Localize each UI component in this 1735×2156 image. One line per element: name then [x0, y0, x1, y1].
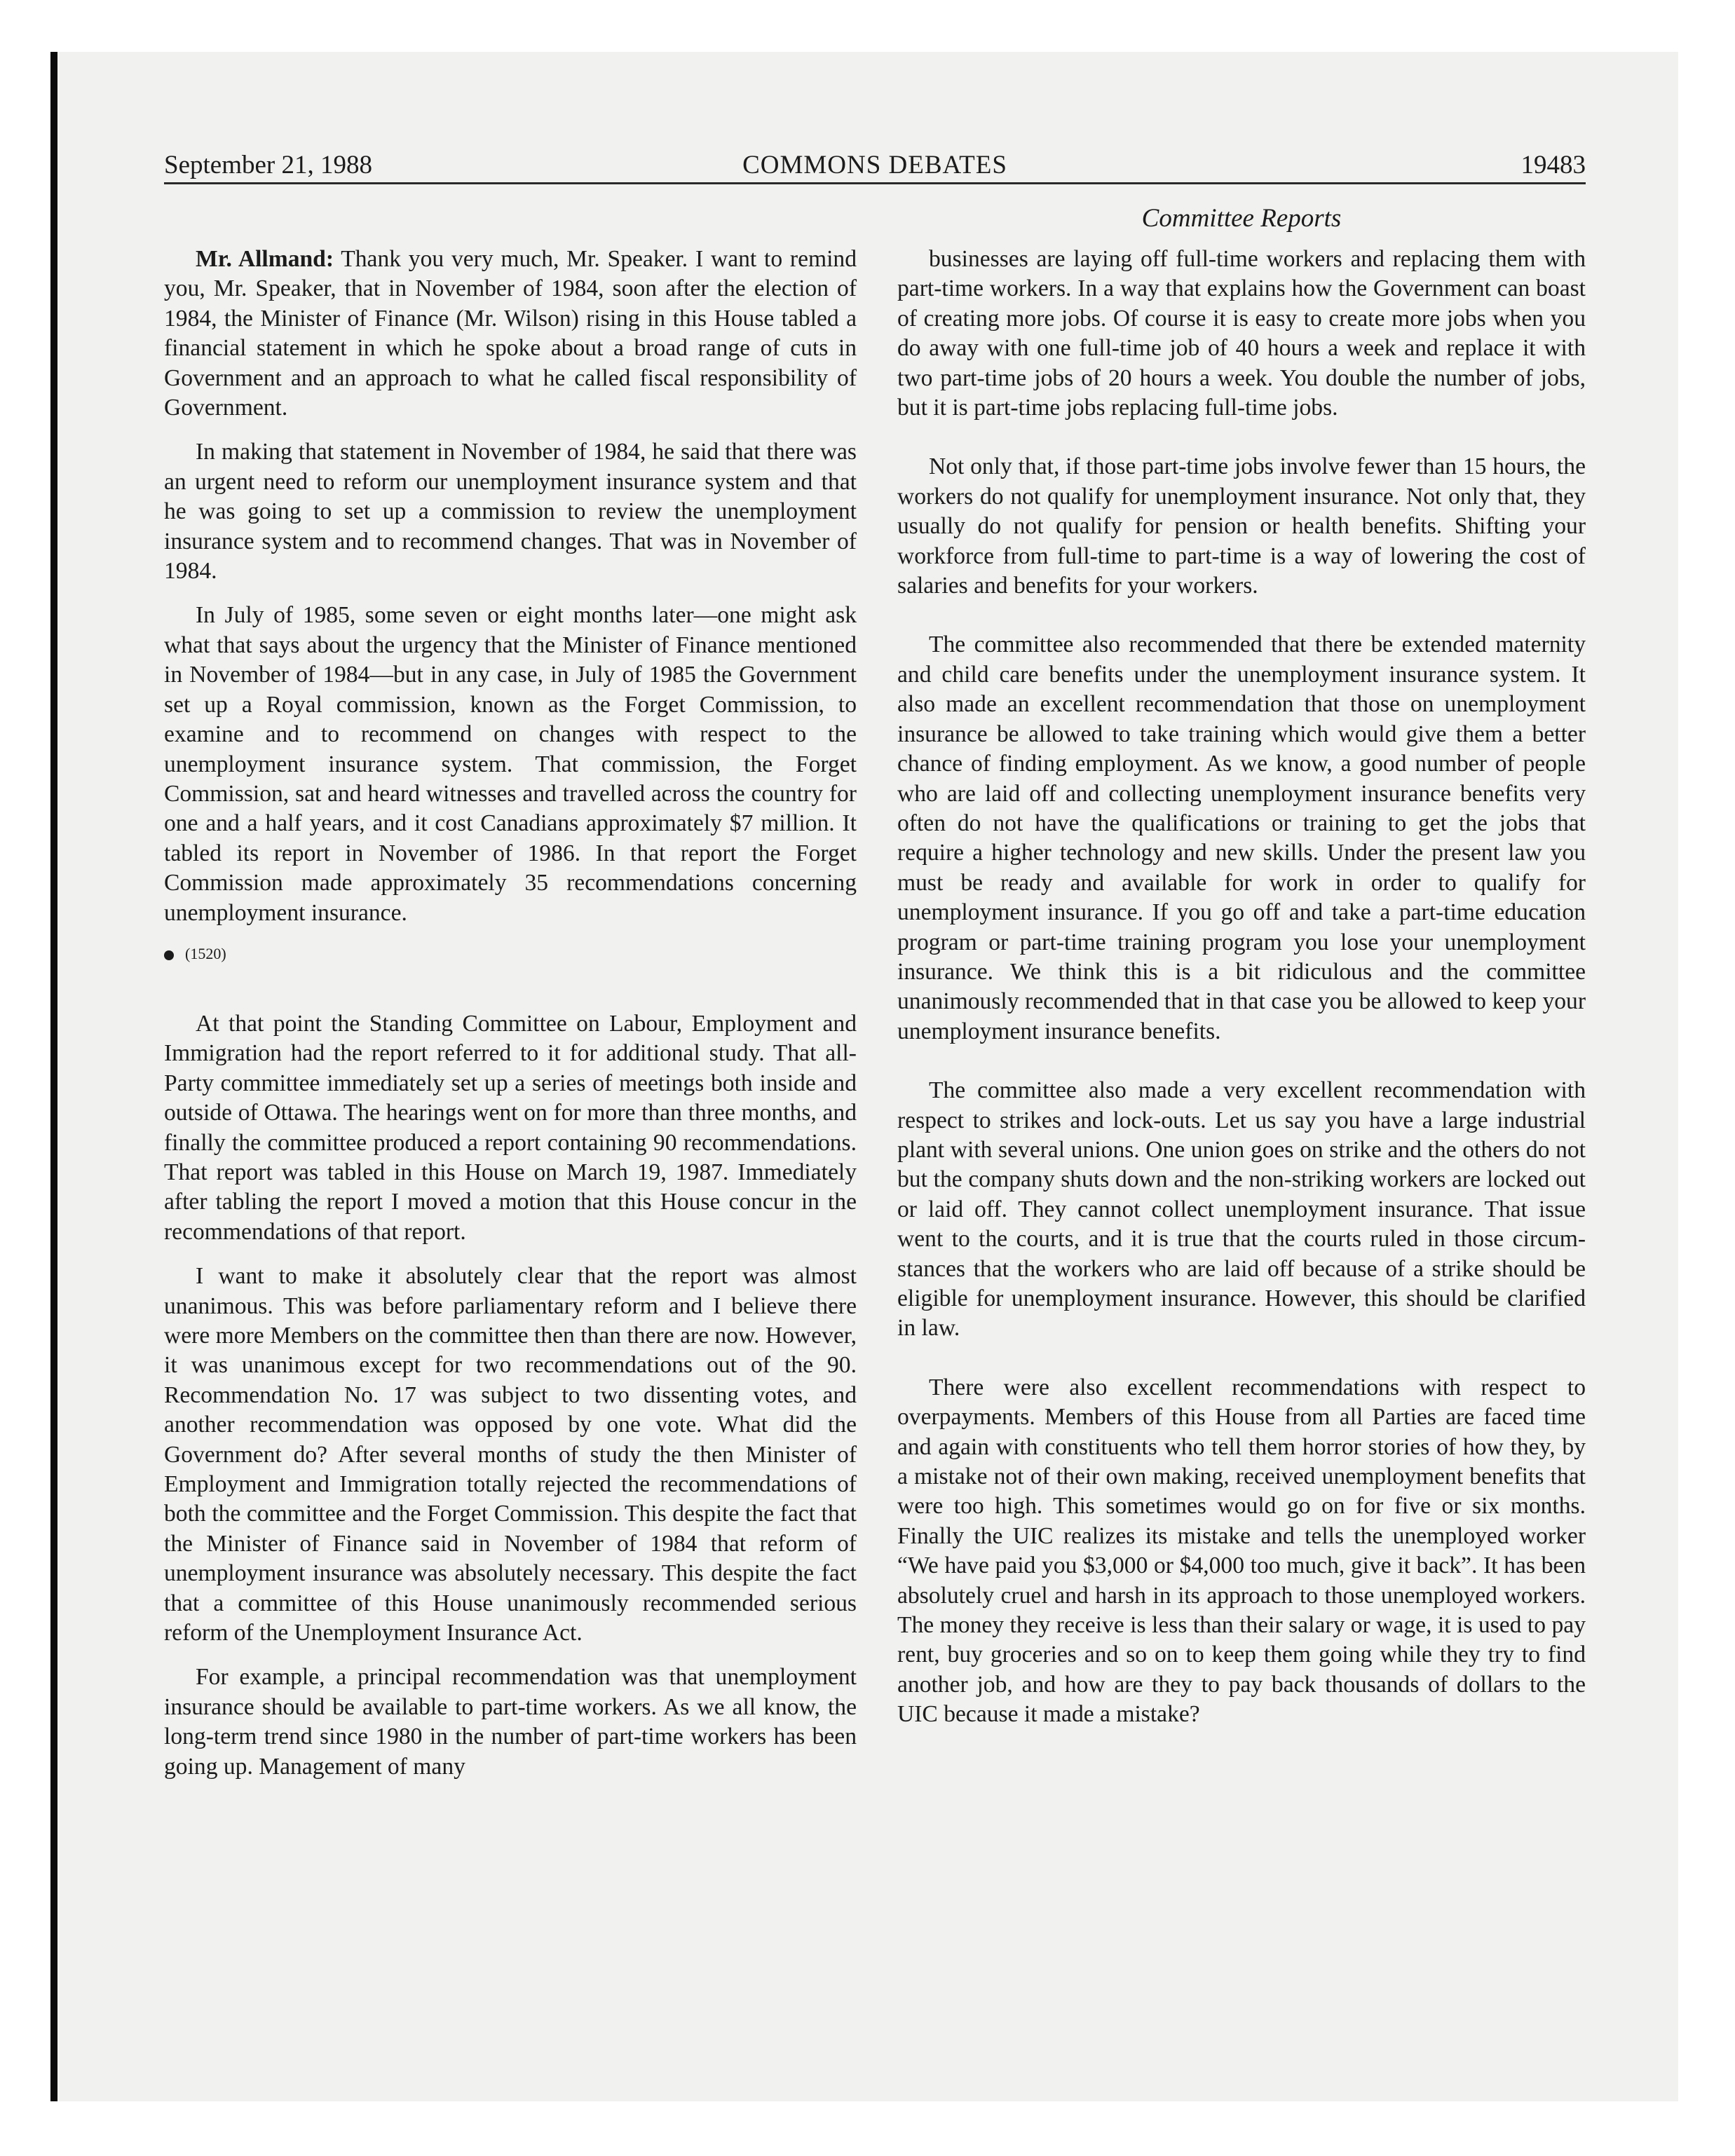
header-page-number: 19483 [1520, 151, 1586, 179]
scan-edge [50, 52, 57, 2101]
paragraph: In making that statement in November of 1984, he said that there was an urgent need to reform our unemployment insurance system and that he was going to set up a commission to review the unemployment insurance system and to recommend changes. That was in November of 1984. [164, 439, 857, 585]
time-marker-text: (1520) [185, 944, 226, 962]
page-header [164, 147, 1586, 184]
paragraph [164, 245, 857, 423]
paragraph: businesses are laying off full-time workers and replacing them with part-time workers. In a way that explains how the Government can boast of creating more jobs. Of course it is easy to create more jobs when you do away with one full-time job of 40 hours a week and replace it with two part-time jobs of 20 hours a week. You double the number of jobs, but it is part-time jobs replacing full-time jobs. [897, 246, 1586, 421]
paragraph: I want to make it absolutely clear that the report was almost unanimous. This was before parliamentary reform and I believe there were more Members on the committee then than there are now. However, it was unanimous except for two recommendations out of the 90. Recommendation No. 17 was subject to two dissenting votes, and another recommendation was opposed by one vote. What did the Government do? After several months of study the then Minister of Employment and Immigration totally rejected the recommendations of both the committee and the Forget Commission. This despite the fact that the Minister of Finance said in November of 1984 that reform of unemployment insurance was absolutely necessary. This despite the fact that a committee of this House unanimously recommended serious reform of the Unemployment Insurance Act. [164, 1263, 857, 1646]
paragraph: For example, a principal recommendation was that unemployment insurance should be available to part-time workers. As we all know, the long-term trend since 1980 in the number of part-time workers has been going up. Management of many [164, 1664, 857, 1780]
paragraph: The committee also made a very excellent recommendation with respect to strikes and lock-outs. Let us say you have a large industrial plant with several unions. One union goes on strike and the others do not but the company shuts down and the non-striking workers are locked out or laid off. They cannot collect unemployment insurance. That issue went to the courts, and it is true that the courts ruled in those circumstances that the workers who are laid off because of a strike should be eligible for unemployment insurance. However, this should be clarified in law. [897, 1077, 1586, 1342]
paragraph: Not only that, if those part-time jobs involve fewer than 15 hours, the workers do not qualify for unemployment insurance. Not only that, they usually do not qualify for pension or health benefits. Shifting your workforce from full-time to part-time is a way of lowering the cost of salaries and benefits for your workers. [897, 453, 1586, 599]
section-label: Committee Reports [1141, 204, 1342, 233]
paragraph: The committee also recommended that there be extended maternity and child care benefits under the unemployment insurance system. It also made an excellent recommendation that those on unemployment insurance be allowed to take training which would give them a better chance of finding employment. As we know, a good number of people who are laid off and collecting unemployment insurance benefits very often do not have the qualifications or training to get the jobs that require a higher technology and new skills. Under the present law you must be ready and available for work in order to qualify for unemployment insurance. If you go off and take a part-time education program or part-time training program you lose your unemployment insurance. We think this is a bit ridiculous and the committee unanimously recommended that in that case you be allowed to keep your unemployment insurance benefits. [897, 632, 1586, 1044]
paragraph: At that point the Standing Committee on Labour, Employment and Immigration had the report referred to it for additional study. That all-Party committee immediately set up a series of meetings both inside and outside of Ottawa. The hearings went on for more than three months, and finally the committee produced a report containing 90 recommendations. That report was tabled in this House on March 19, 1987. Immediately after tabling the report I moved a motion that this House concur in the recommendations of that report. [164, 1010, 857, 1245]
header-rule [164, 182, 1586, 184]
header-title: COMMONS DEBATES [742, 151, 1007, 179]
paragraph: In July of 1985, some seven or eight months later—one might ask what that says about the urgency that the Minister of Finance mentioned in November of 1984—but in any case, in July of 1985 the Government set up a Royal commission, known as the Forget Commission, to examine and to recommend on changes with respect to the unemployment insurance system. That commission, the Forget Commission, sat and heard witnesses and travelled across the country for one and a half years, and it cost Canadians approximately $7 million. It tabled its report in November of 1986. In that report the Forget Commission made approximately 35 recommendations concerning unemployment insurance. [164, 602, 857, 926]
bullet-icon [164, 950, 174, 960]
header-date: September 21, 1988 [164, 151, 372, 179]
right-column [897, 245, 1586, 1759]
paragraph: There were also excellent recommendations with respect to overpayments. Members of this House from all Parties are faced time and again with constituents who tell them horror stories of how they, by a mistake not of their own making, received unemployment benefits that were too high. This sometimes would go on for five or six months. Finally the UIC realizes its mistake and tells the unemployed worker “We have paid you $3,000 or $4,000 too much, give it back”. It has been absolutely cruel and harsh in its approach to those unemployed workers. The money they receive is less than their salary or wage, it is used to pay rent, buy groceries and so on to keep them going while they try to find another job, and how are they to pay back thousands of dollars to the UIC because it made a mistake? [897, 1374, 1586, 1728]
paragraph-text: Thank you very much, Mr. Speaker. I want to remind you, Mr. Speaker, that in November of 1984, soon after the election of 1984, the Minister of Finance (Mr. Wilson) rising in this House tabled a financial statement in which he spoke about a broad range of cuts in Government and an approach to what he called fiscal responsibility of Government. [164, 246, 857, 421]
time-marker [164, 943, 857, 964]
left-column [164, 245, 857, 1796]
speaker-name: Mr. Allmand: [196, 246, 334, 272]
